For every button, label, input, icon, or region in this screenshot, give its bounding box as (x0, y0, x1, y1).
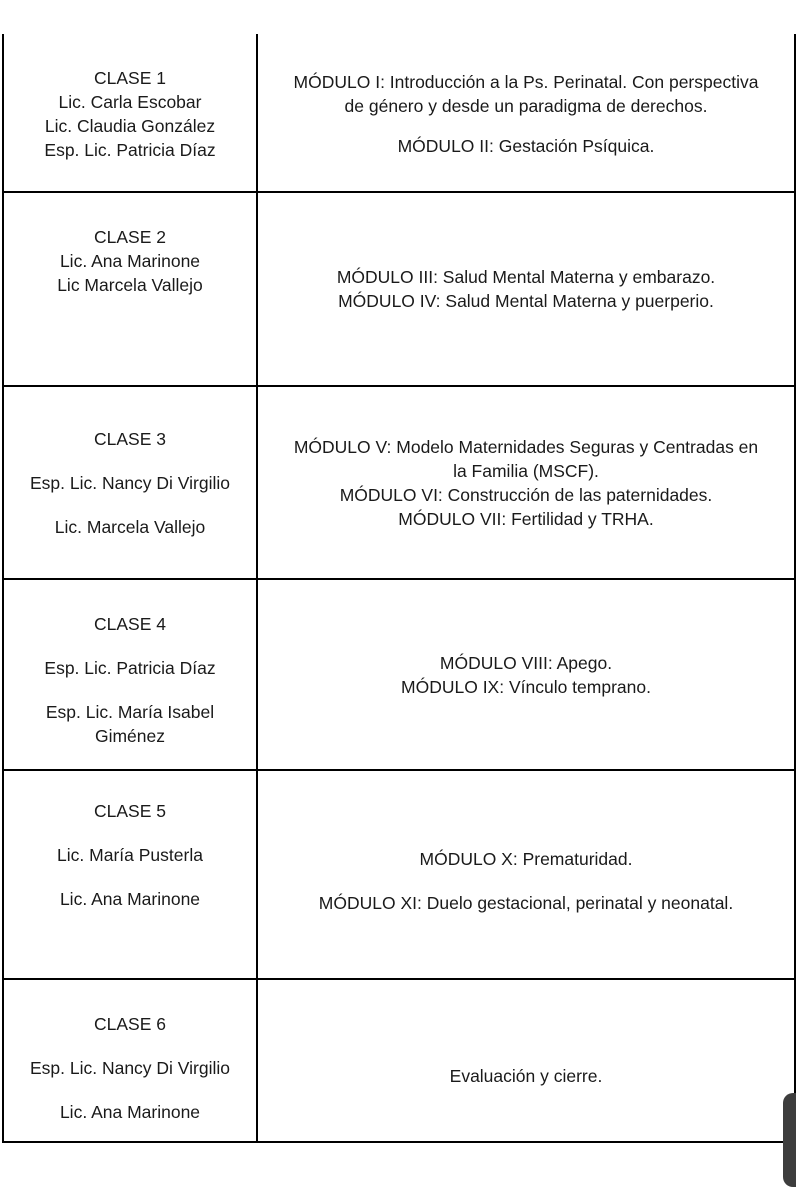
modulo-text: MÓDULO III: Salud Mental Materna y embarazo. (336, 267, 716, 287)
docente: Lic. Ana Marinone (59, 251, 201, 271)
table-row (4, 193, 256, 385)
table-row (4, 980, 256, 1141)
modulos-cell (258, 193, 794, 385)
table-row (4, 36, 256, 191)
modulo-text: MÓDULO IX: Vínculo temprano. (401, 676, 651, 697)
clase-label: CLASE 6 (94, 1014, 166, 1034)
docente: Esp. Lic. Nancy Di Virgilio (29, 1058, 231, 1078)
modulo-text: MÓDULO II: Gestación Psíquica. (397, 135, 655, 156)
modulo-text: Evaluación y cierre. (449, 1066, 603, 1086)
clase-label: CLASE 5 (94, 801, 166, 821)
modulos-cell (258, 36, 794, 191)
table-row (4, 771, 256, 978)
modulo-text: MÓDULO VII: Fertilidad y TRHA. (398, 508, 654, 529)
docente: Lic. Ana Marinone (59, 1102, 201, 1122)
table-row (4, 580, 256, 769)
modulos-cell (258, 387, 794, 578)
docente: Esp. Lic. Nancy Di Virgilio (29, 472, 231, 493)
modulo-text: de género y desde un paradigma de derechos. (344, 95, 708, 116)
table-row (4, 387, 256, 578)
docente: Giménez (94, 726, 166, 746)
clase-label: CLASE 2 (94, 227, 166, 247)
modulo-text: MÓDULO VI: Construcción de las paternidades. (339, 484, 713, 505)
docente: Lic. Marcela Vallejo (54, 516, 206, 537)
modulo-text: la Familia (MSCF). (453, 460, 599, 481)
modulo-text: MÓDULO X: Prematuridad. (419, 849, 633, 869)
docente: Esp. Lic. Patricia Díaz (44, 658, 216, 678)
docente: Lic. Claudia González (44, 115, 216, 136)
modulo-text: MÓDULO V: Modelo Maternidades Seguras y Centradas en (293, 436, 759, 457)
clase-label: CLASE 4 (94, 614, 166, 634)
clase-label: CLASE 1 (94, 67, 166, 88)
docente: Esp. Lic. María Isabel (45, 702, 215, 722)
modulo-text: MÓDULO IV: Salud Mental Materna y puerperio. (338, 291, 714, 311)
modulos-cell (258, 771, 794, 978)
modulos-cell (258, 980, 794, 1170)
scrollbar-thumb[interactable] (783, 1093, 796, 1187)
docente: Esp. Lic. Patricia Díaz (44, 139, 216, 160)
clase-label: CLASE 3 (94, 428, 166, 449)
modulo-text: MÓDULO I: Introducción a la Ps. Perinatal. Con perspectiva (293, 71, 759, 92)
modulos-cell (258, 580, 794, 769)
modulo-text: MÓDULO VIII: Apego. (439, 652, 613, 673)
docente: Lic. María Pusterla (57, 845, 203, 865)
modulo-text: MÓDULO XI: Duelo gestacional, perinatal y neonatal. (318, 893, 734, 913)
docente: Lic. Ana Marinone (59, 889, 201, 909)
docente: Lic. Carla Escobar (58, 91, 202, 112)
docente: Lic Marcela Vallejo (57, 275, 203, 295)
